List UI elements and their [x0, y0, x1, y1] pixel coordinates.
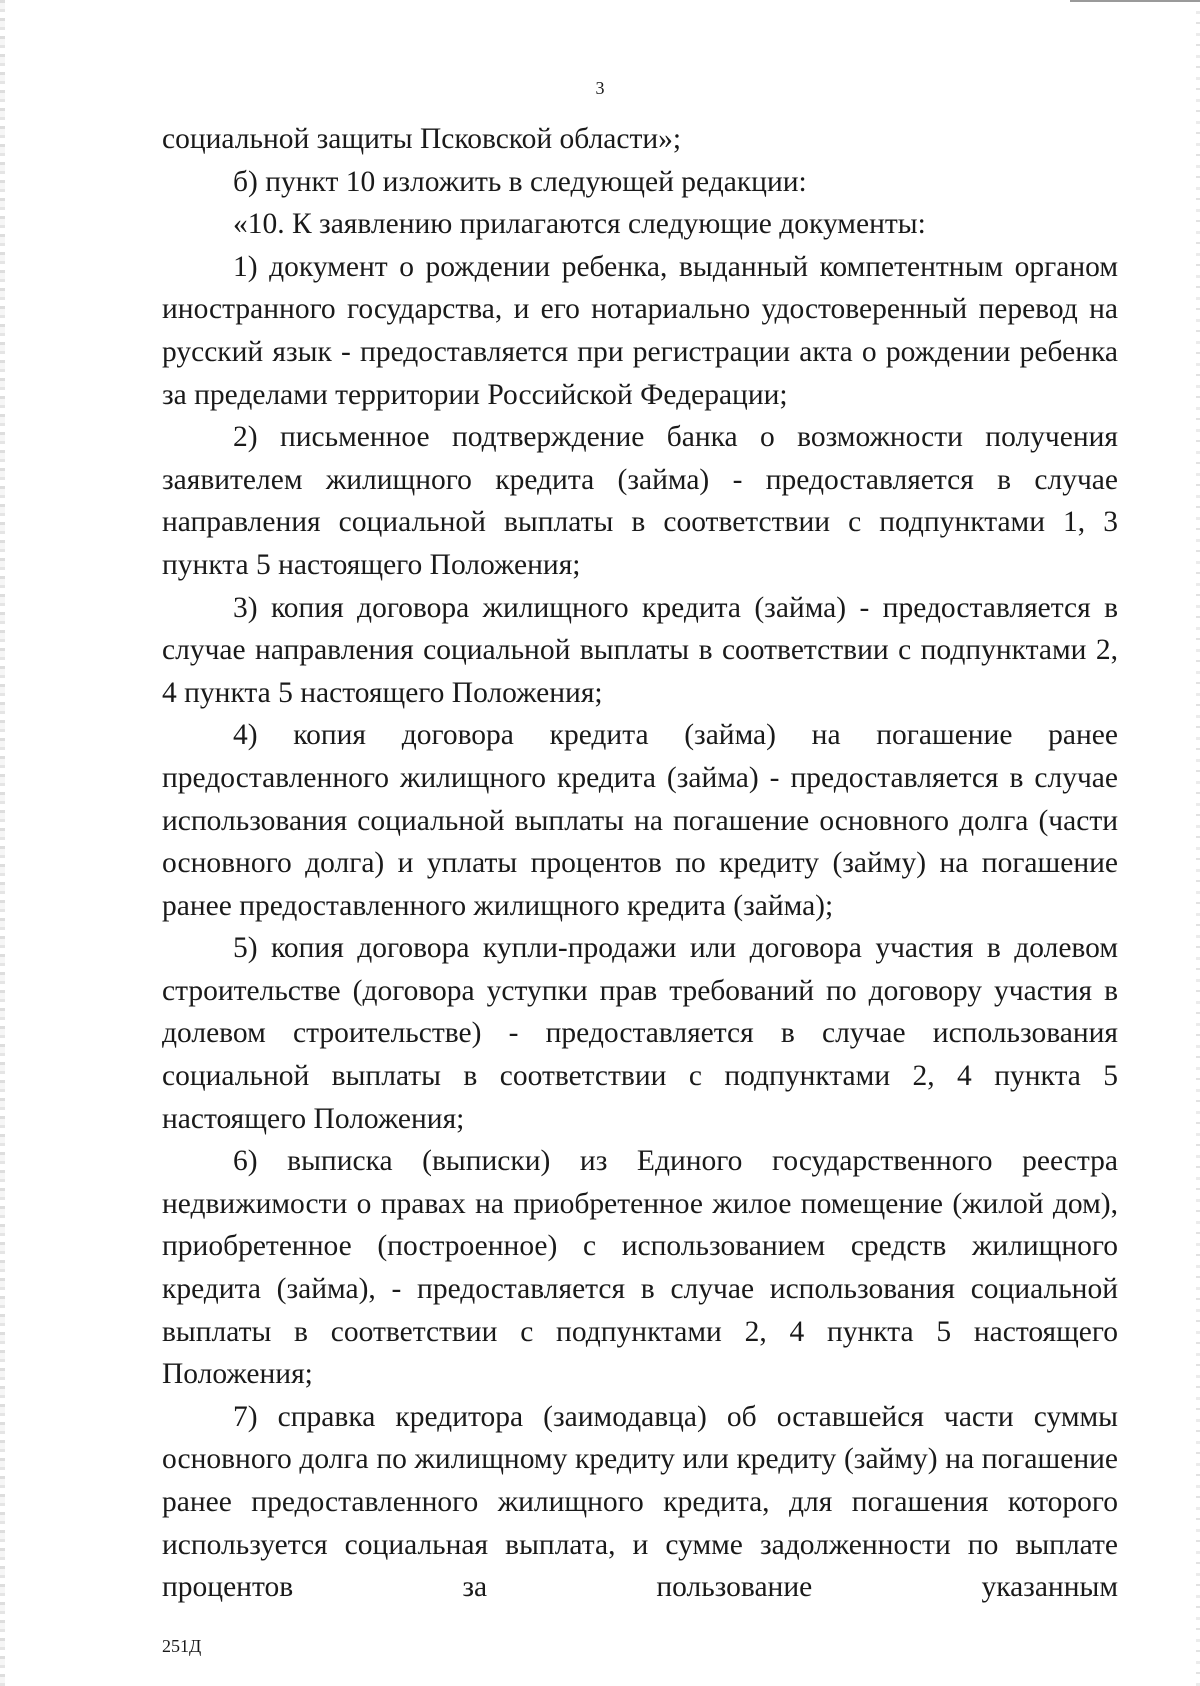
paragraph-item-b: б) пункт 10 изложить в следующей редакции:: [233, 165, 807, 198]
document-footer-code: 251Д: [162, 1636, 202, 1656]
paragraph-subitem-3: 3) копия договора жилищного кредита (займа) - предоставляется в случае направления социальной выплаты в соответствии с подпунктами 2, 4 пункта 5 настоящего Положения;: [162, 591, 1118, 709]
paragraph-subitem-5: 5) копия договора купли-продажи или договора участия в долевом строительстве (договора уступки прав требований по договору участия в долевом строительстве) - предоставляется в случае использования социальной выплаты в соответствии с подпунктами 2, 4 пункта 5 настоящего Положения;: [162, 932, 1118, 1135]
paragraph-continuation: социальной защиты Псковской области»;: [162, 123, 682, 155]
scan-edge-right: [1196, 0, 1200, 1686]
paragraph-subitem-2: 2) письменное подтверждение банка о возможности получения заявителем жилищного кредита (займа) - предоставляется в случае направления социальной выплаты в соответствии с подпунктами 1, 3 пункта 5 настоящего Положения;: [162, 421, 1118, 581]
document-body: [162, 118, 1118, 1609]
paragraph-subitem-4: 4) копия договора кредита (займа) на погашение ранее предоставленного жилищного кредита (займа) - предоставляется в случае использования социальной выплаты на погашение основного долга (части основного долга) и уплаты процентов по кредиту (займу) на погашение ранее предоставленного жилищного кредита (займа);: [162, 719, 1118, 922]
paragraph-point-10: «10. К заявлению прилагаются следующие документы:: [233, 208, 926, 241]
paragraph-subitem-6: 6) выписка (выписки) из Единого государственного реестра недвижимости о правах на приобретенное жилое помещение (жилой дом), приобретенное (построенное) с использованием средств жилищного кредита (займа), - предоставляется в случае использования социальной выплаты в соответствии с подпунктами 2, 4 пункта 5 настоящего Положения;: [162, 1145, 1118, 1391]
paragraph-subitem-1: 1) документ о рождении ребенка, выданный компетентным органом иностранного государства, и его нотариально удостоверенный перевод на русский язык - предоставляется при регистрации акта о рождении ребенка за пределами территории Российской Федерации;: [162, 250, 1118, 411]
scan-edge-top: [1070, 0, 1200, 2]
scan-edge-left: [0, 0, 5, 1686]
page-number: 3: [595, 78, 605, 98]
paragraph-subitem-7: 7) справка кредитора (заимодавца) об оставшейся части суммы основного долга по жилищному кредиту или кредиту (займу) на погашение ранее предоставленного жилищного кредита, для погашения которого используется социальная выплата, и сумме задолженности по выплате процентов за пользование указанным: [162, 1400, 1118, 1604]
